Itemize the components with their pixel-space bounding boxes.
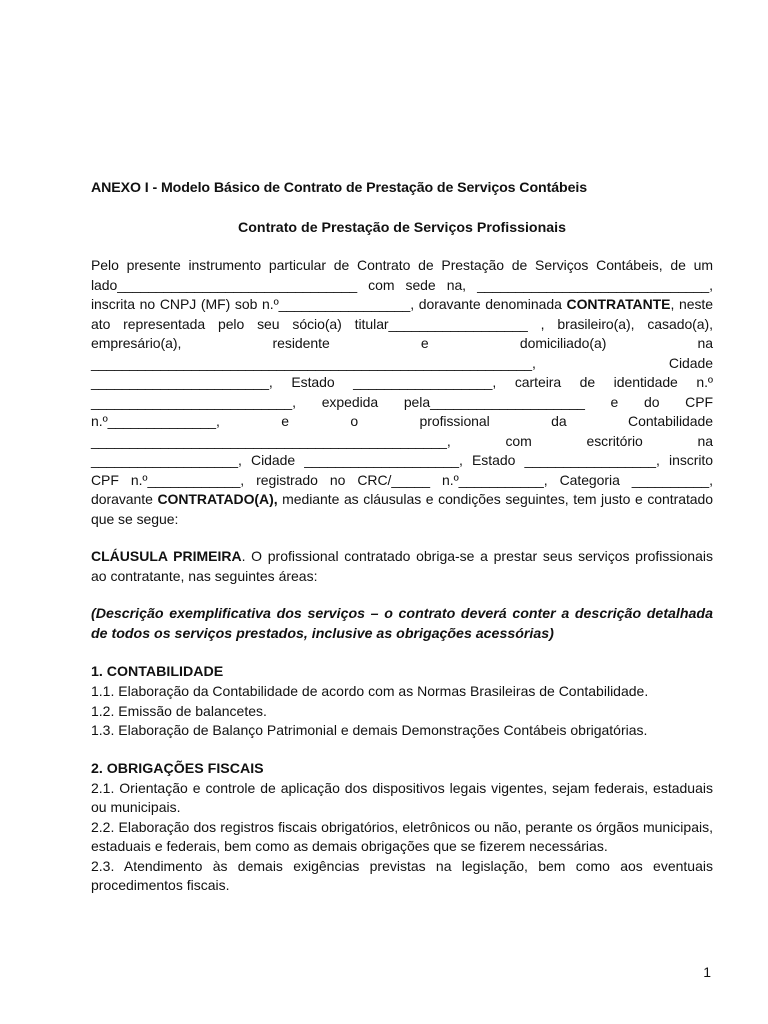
intro-text-1: Pelo presente instrumento particular de Contrato de Prestação de Serviços Contábeis, de um lado_______________________________ com sede na, ______________________________, inscrita no CNPJ (MF) sob n.º_________________, doravante denominada	[91, 257, 713, 312]
page-number: 1	[703, 964, 711, 980]
section-obrigacoes-title: 2. OBRIGAÇÕES FISCAIS	[91, 760, 264, 777]
services-note: (Descrição exemplificativa dos serviços – o contrato deverá conter a descrição detalhada de todos os serviços prestados, inclusive as obrigações acessórias)	[91, 606, 713, 642]
contratante-label: CONTRATANTE	[566, 296, 671, 312]
list-item: 2.1. Orientação e controle de aplicação dos dispositivos legais vigentes, sejam federais, estaduais ou municipais.	[91, 779, 713, 815]
document-subtitle: Contrato de Prestação de Serviços Profissionais	[237, 220, 566, 236]
document-title: ANEXO I - Modelo Básico de Contrato de Prestação de Serviços Contábeis	[91, 180, 587, 196]
list-item: 1.1. Elaboração da Contabilidade de acordo com as Normas Brasileiras de Contabilidade.	[91, 683, 649, 699]
clause-first-label: CLÁUSULA PRIMEIRA	[91, 548, 242, 564]
list-item: 2.3. Atendimento às demais exigências previstas na legislação, bem como aos eventuais procedimentos fiscais.	[91, 857, 713, 893]
list-item: 1.2. Emissão de balancetes.	[91, 702, 267, 719]
section-contabilidade-title: 1. CONTABILIDADE	[91, 664, 224, 680]
list-item: 1.3. Elaboração de Balanço Patrimonial e demais Demonstrações Contábeis obrigatórias.	[91, 722, 648, 738]
intro-paragraph	[91, 256, 713, 529]
document-page	[91, 178, 713, 896]
list-item: 2.2. Elaboração dos registros fiscais obrigatórios, eletrônicos ou não, perante os órgãos municipais, estaduais e federais, bem como as demais obrigações que se fizerem necessárias.	[91, 818, 713, 854]
contratado-label: CONTRATADO(A),	[157, 491, 278, 507]
intro-text-2: , neste ato representada pelo seu sócio(a) titular__________________ , brasileiro(a), casado(a), empresário(a), residente e domiciliado(a) na _________________________________________________________, Cidade _______________________, Estado __________________, carteira de identidade n.º __________________________, expedida pela____________________ e do CPF n.º______________, e o profissional da Contabilidade ______________________________________________, com escritório na ___________________, Cidade ____________________, Estado _________________, inscrito CPF n.º____________, registrado no CRC/_____ n.º___________, Categoria __________, doravante	[91, 296, 713, 507]
clause-first-paragraph	[91, 547, 713, 586]
clause-first-text: . O profissional contratado obriga-se a prestar seus serviços profissionais ao contratante, nas seguintes áreas:	[91, 548, 713, 584]
intro-text-3: mediante as cláusulas e condições seguintes, tem justo e contratado que se segue:	[91, 491, 713, 527]
